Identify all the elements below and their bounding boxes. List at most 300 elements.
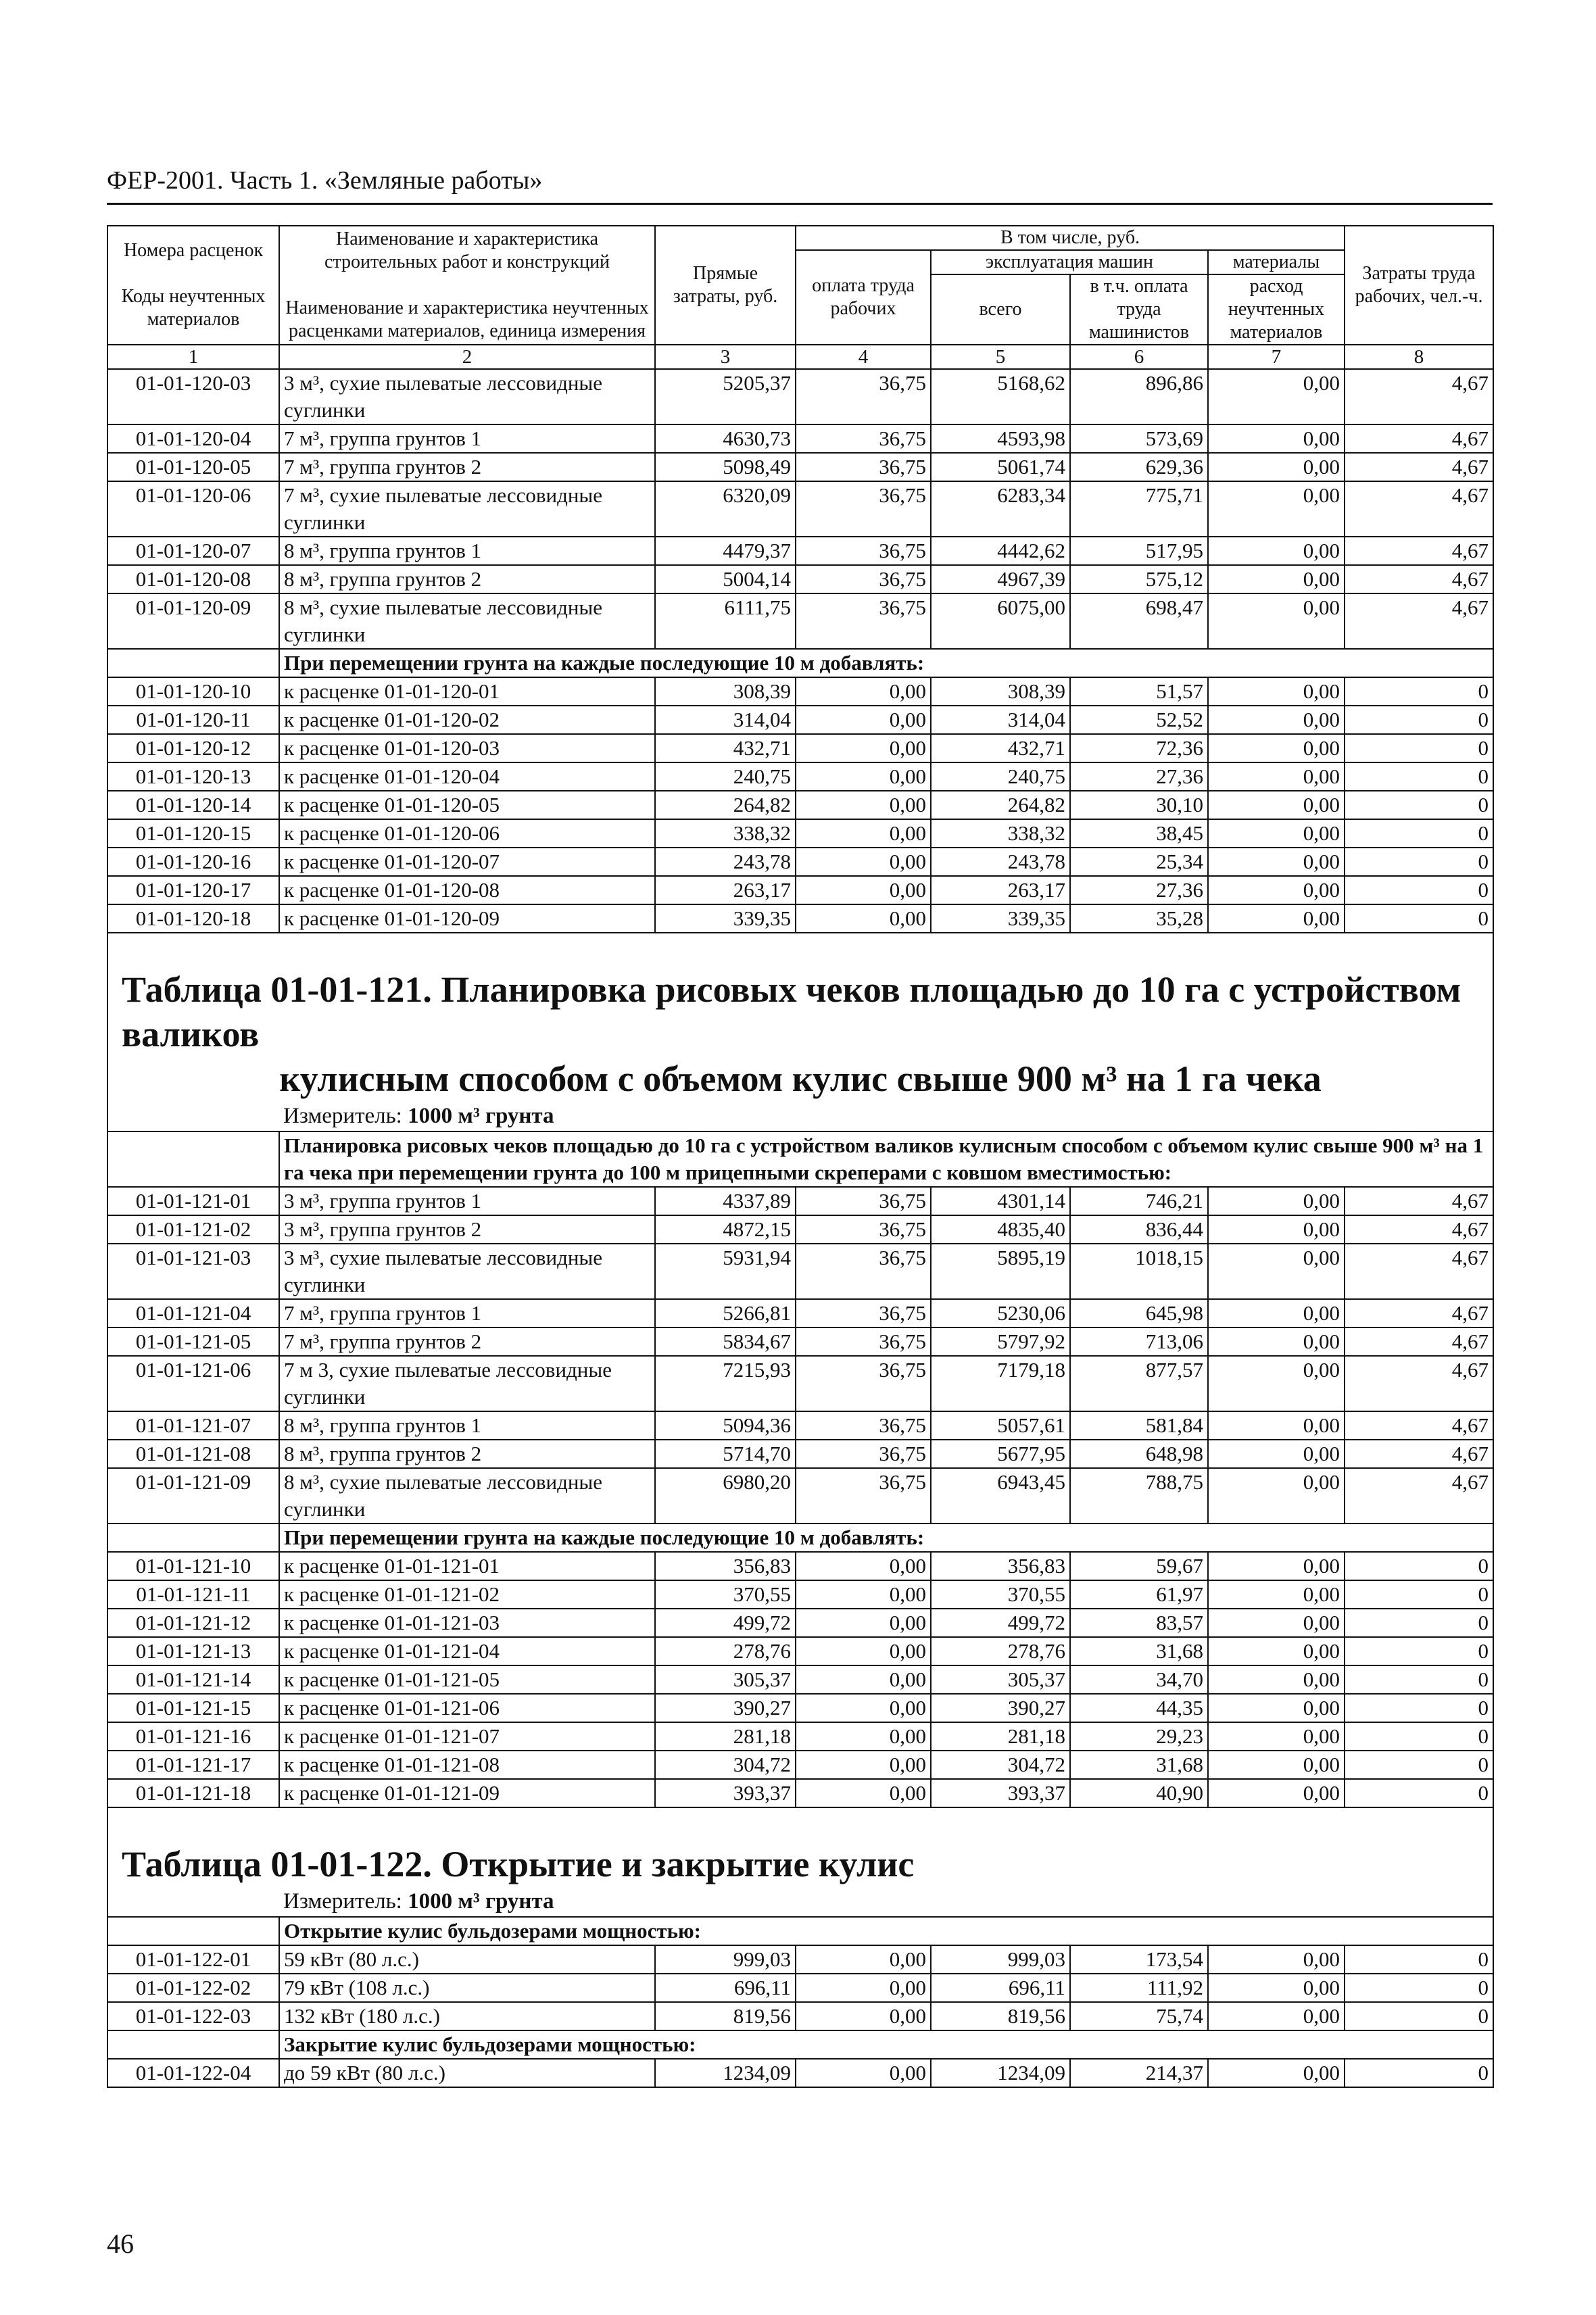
table-row — [107, 791, 1493, 819]
table-row — [107, 593, 1493, 649]
table-122-close-heading: Закрытие кулис бульдозерами мощностью: — [279, 2030, 1493, 2059]
rate-code: 01-01-121-02 — [107, 1215, 279, 1244]
materials-cost: 0,00 — [1208, 1751, 1345, 1779]
labor-pay: 0,00 — [796, 791, 931, 819]
rate-name: к расценке 01-01-121-08 — [279, 1751, 655, 1779]
rate-code: 01-01-120-12 — [107, 734, 279, 762]
labor-hours: 4,67 — [1345, 1411, 1493, 1440]
labor-pay: 0,00 — [796, 1580, 931, 1609]
labor-hours: 0 — [1345, 1751, 1493, 1779]
rate-code: 01-01-121-04 — [107, 1299, 279, 1327]
machine-cost: 5895,19 — [931, 1244, 1070, 1299]
machine-cost: 819,56 — [931, 2002, 1070, 2030]
subheading-spacer — [107, 649, 279, 677]
rate-code: 01-01-121-16 — [107, 1722, 279, 1751]
rate-name: к расценке 01-01-121-07 — [279, 1722, 655, 1751]
labor-pay: 36,75 — [796, 537, 931, 565]
direct-cost: 393,37 — [655, 1779, 796, 1807]
direct-cost: 263,17 — [655, 876, 796, 904]
materials-cost: 0,00 — [1208, 1665, 1345, 1694]
direct-cost: 370,55 — [655, 1580, 796, 1609]
rate-code: 01-01-120-10 — [107, 677, 279, 706]
machinist-pay: 27,36 — [1070, 876, 1208, 904]
rate-name: к расценке 01-01-121-04 — [279, 1637, 655, 1665]
table-row — [107, 453, 1493, 481]
machinist-pay: 44,35 — [1070, 1694, 1208, 1722]
rate-name: 3 м³, сухие пылеватые лессовидные суглинки — [279, 369, 655, 424]
machine-cost: 393,37 — [931, 1779, 1070, 1807]
rate-name: 8 м³, группа грунтов 2 — [279, 1440, 655, 1468]
materials-cost: 0,00 — [1208, 1945, 1345, 1974]
rates-table — [107, 225, 1494, 2088]
page-header: ФЕР-2001. Часть 1. «Земляные работы» — [107, 166, 543, 195]
labor-hours: 4,67 — [1345, 1187, 1493, 1215]
table-122-close-heading-block — [107, 2030, 1493, 2059]
machine-cost: 243,78 — [931, 848, 1070, 876]
spacer — [107, 1807, 1493, 1838]
direct-cost: 5205,37 — [655, 369, 796, 424]
machinist-pay: 573,69 — [1070, 424, 1208, 453]
machine-cost: 240,75 — [931, 762, 1070, 791]
materials-cost: 0,00 — [1208, 453, 1345, 481]
direct-cost: 4337,89 — [655, 1187, 796, 1215]
machinist-pay: 581,84 — [1070, 1411, 1208, 1440]
direct-cost: 5834,67 — [655, 1327, 796, 1356]
rate-code: 01-01-121-17 — [107, 1751, 279, 1779]
materials-cost: 0,00 — [1208, 1580, 1345, 1609]
machinist-pay: 30,10 — [1070, 791, 1208, 819]
table-row — [107, 1779, 1493, 1807]
labor-pay: 0,00 — [796, 1722, 931, 1751]
table-row — [107, 848, 1493, 876]
labor-pay: 0,00 — [796, 1637, 931, 1665]
col-number: 6 — [1070, 345, 1208, 369]
table-row — [107, 1552, 1493, 1580]
labor-pay: 36,75 — [796, 593, 931, 649]
materials-cost: 0,00 — [1208, 1609, 1345, 1637]
table-row — [107, 677, 1493, 706]
machine-cost: 314,04 — [931, 706, 1070, 734]
machinist-pay: 27,36 — [1070, 762, 1208, 791]
table-121-description: Планировка рисовых чеков площадью до 10 га с устройством валиков кулисным способом с объемом кулис свыше 900 м³ на 1 га чека при перемещении грунта до 100 м прицепными скреперами с ковшом вместимостью: — [279, 1131, 1493, 1187]
labor-pay: 36,75 — [796, 369, 931, 424]
materials-cost: 0,00 — [1208, 876, 1345, 904]
machinist-pay: 51,57 — [1070, 677, 1208, 706]
rate-code: 01-01-120-17 — [107, 876, 279, 904]
direct-cost: 6980,20 — [655, 1468, 796, 1524]
machine-cost: 4301,14 — [931, 1187, 1070, 1215]
machinist-pay: 775,71 — [1070, 481, 1208, 537]
table-122-title: Таблица 01-01-122. Открытие и закрытие кулис — [107, 1838, 1493, 1886]
table-row — [107, 1440, 1493, 1468]
rate-name: к расценке 01-01-120-05 — [279, 791, 655, 819]
rate-name: 3 м³, сухие пылеватые лессовидные суглинки — [279, 1244, 655, 1299]
direct-cost: 304,72 — [655, 1751, 796, 1779]
spacer — [107, 933, 1493, 963]
machinist-pay: 648,98 — [1070, 1440, 1208, 1468]
col-header-labor: Затраты труда рабочих, чел.-ч. — [1345, 226, 1493, 345]
machinist-pay: 59,67 — [1070, 1552, 1208, 1580]
labor-pay: 0,00 — [796, 1751, 931, 1779]
labor-hours: 0 — [1345, 2002, 1493, 2030]
table-122-open-heading: Открытие кулис бульдозерами мощностью: — [279, 1917, 1493, 1945]
rate-name: к расценке 01-01-120-09 — [279, 904, 655, 933]
machine-cost: 308,39 — [931, 677, 1070, 706]
materials-cost: 0,00 — [1208, 791, 1345, 819]
machine-cost: 1234,09 — [931, 2059, 1070, 2087]
header-rule — [107, 203, 1493, 205]
subheading-spacer — [107, 1917, 279, 1945]
table-121-title-line1: Таблица 01-01-121. Планировка рисовых чеков площадью до 10 га с устройством валиков — [122, 969, 1461, 1054]
labor-hours: 4,67 — [1345, 593, 1493, 649]
materials-cost: 0,00 — [1208, 1299, 1345, 1327]
table-row — [107, 369, 1493, 424]
table-row — [107, 904, 1493, 933]
labor-hours: 4,67 — [1345, 1327, 1493, 1356]
table-row — [107, 1187, 1493, 1215]
table-row — [107, 1411, 1493, 1440]
rate-name: 7 м³, сухие пылеватые лессовидные суглинки — [279, 481, 655, 537]
table-120-add-rows — [107, 677, 1493, 933]
col-header-codes: Номера расценок Коды неучтенных материалов — [107, 226, 279, 345]
labor-pay: 36,75 — [796, 453, 931, 481]
machinist-pay: 788,75 — [1070, 1468, 1208, 1524]
machinist-pay: 31,68 — [1070, 1751, 1208, 1779]
machinist-pay: 214,37 — [1070, 2059, 1208, 2087]
table-122-open-rows — [107, 1945, 1493, 2030]
rate-name: к расценке 01-01-120-03 — [279, 734, 655, 762]
table-row — [107, 2059, 1493, 2087]
labor-hours: 4,67 — [1345, 424, 1493, 453]
rate-code: 01-01-121-01 — [107, 1187, 279, 1215]
labor-hours: 0 — [1345, 677, 1493, 706]
table-row — [107, 1722, 1493, 1751]
machine-cost: 6075,00 — [931, 593, 1070, 649]
machine-cost: 5230,06 — [931, 1299, 1070, 1327]
rate-code: 01-01-121-06 — [107, 1356, 279, 1411]
materials-cost: 0,00 — [1208, 1440, 1345, 1468]
rate-code: 01-01-120-16 — [107, 848, 279, 876]
rate-name: 8 м³, группа грунтов 2 — [279, 565, 655, 593]
labor-hours: 4,67 — [1345, 369, 1493, 424]
labor-pay: 36,75 — [796, 1468, 931, 1524]
materials-cost: 0,00 — [1208, 904, 1345, 933]
rate-name: к расценке 01-01-121-02 — [279, 1580, 655, 1609]
table-row — [107, 1299, 1493, 1327]
rate-code: 01-01-120-11 — [107, 706, 279, 734]
table-row — [107, 424, 1493, 453]
table-120-add-heading: При перемещении грунта на каждые последующие 10 м добавлять: — [279, 649, 1493, 677]
rate-name: к расценке 01-01-120-02 — [279, 706, 655, 734]
subheading-spacer — [107, 1524, 279, 1552]
table-row — [107, 876, 1493, 904]
machine-cost: 499,72 — [931, 1609, 1070, 1637]
direct-cost: 6111,75 — [655, 593, 796, 649]
direct-cost: 5094,36 — [655, 1411, 796, 1440]
materials-cost: 0,00 — [1208, 1637, 1345, 1665]
machine-cost: 999,03 — [931, 1945, 1070, 1974]
direct-cost: 308,39 — [655, 677, 796, 706]
labor-pay: 0,00 — [796, 876, 931, 904]
machine-cost: 305,37 — [931, 1665, 1070, 1694]
machinist-pay: 40,90 — [1070, 1779, 1208, 1807]
table-120-rows — [107, 369, 1493, 649]
machine-cost: 370,55 — [931, 1580, 1070, 1609]
table-121-title-line2: кулисным способом с объемом кулис свыше 900 м³ на 1 га чека — [279, 1058, 1322, 1099]
labor-hours: 0 — [1345, 1779, 1493, 1807]
labor-pay: 0,00 — [796, 904, 931, 933]
table-row — [107, 2002, 1493, 2030]
col-number: 1 — [107, 345, 279, 369]
labor-hours: 0 — [1345, 1694, 1493, 1722]
labor-hours: 0 — [1345, 706, 1493, 734]
column-numbers-row — [107, 345, 1493, 369]
rate-code: 01-01-120-14 — [107, 791, 279, 819]
direct-cost: 5931,94 — [655, 1244, 796, 1299]
materials-cost: 0,00 — [1208, 1215, 1345, 1244]
labor-pay: 0,00 — [796, 2002, 931, 2030]
rate-code: 01-01-120-13 — [107, 762, 279, 791]
machine-cost: 339,35 — [931, 904, 1070, 933]
labor-hours: 4,67 — [1345, 537, 1493, 565]
labor-hours: 4,67 — [1345, 453, 1493, 481]
labor-hours: 0 — [1345, 1665, 1493, 1694]
direct-cost: 6320,09 — [655, 481, 796, 537]
col-header-name: Наименование и характеристика строительных работ и конструкций Наименование и характеристика неучтенных расценками материалов, единица измерения — [279, 226, 655, 345]
spacer — [107, 1886, 279, 1917]
col-header-incl-pay: в т.ч. оплата труда машинистов — [1070, 274, 1208, 345]
labor-hours: 0 — [1345, 762, 1493, 791]
labor-pay: 0,00 — [796, 2059, 931, 2087]
rate-code: 01-01-121-15 — [107, 1694, 279, 1722]
labor-hours: 4,67 — [1345, 1440, 1493, 1468]
rate-name: 79 кВт (108 л.с.) — [279, 1974, 655, 2002]
col-header-incl: В том числе, руб. — [796, 226, 1345, 250]
labor-hours: 0 — [1345, 876, 1493, 904]
direct-cost: 278,76 — [655, 1637, 796, 1665]
table-121-rows — [107, 1187, 1493, 1524]
machinist-pay: 173,54 — [1070, 1945, 1208, 1974]
machine-cost: 4593,98 — [931, 424, 1070, 453]
table-row — [107, 706, 1493, 734]
table-row — [107, 1327, 1493, 1356]
rate-code: 01-01-122-01 — [107, 1945, 279, 1974]
labor-hours: 4,67 — [1345, 565, 1493, 593]
table-121-add-rows — [107, 1552, 1493, 1807]
materials-cost: 0,00 — [1208, 706, 1345, 734]
rate-name: 7 м³, группа грунтов 2 — [279, 453, 655, 481]
col-number: 2 — [279, 345, 655, 369]
labor-pay: 0,00 — [796, 1609, 931, 1637]
rate-name: 8 м³, группа грунтов 1 — [279, 1411, 655, 1440]
materials-cost: 0,00 — [1208, 2059, 1345, 2087]
rate-code: 01-01-121-14 — [107, 1665, 279, 1694]
direct-cost: 5714,70 — [655, 1440, 796, 1468]
materials-cost: 0,00 — [1208, 1244, 1345, 1299]
rate-name: 132 кВт (180 л.с.) — [279, 2002, 655, 2030]
table-row — [107, 1945, 1493, 1974]
spacer — [107, 1101, 279, 1131]
direct-cost: 4479,37 — [655, 537, 796, 565]
materials-cost: 0,00 — [1208, 1974, 1345, 2002]
direct-cost: 243,78 — [655, 848, 796, 876]
labor-pay: 0,00 — [796, 762, 931, 791]
rate-name: к расценке 01-01-120-08 — [279, 876, 655, 904]
labor-hours: 0 — [1345, 791, 1493, 819]
direct-cost: 5266,81 — [655, 1299, 796, 1327]
direct-cost: 4872,15 — [655, 1215, 796, 1244]
labor-pay: 36,75 — [796, 1215, 931, 1244]
materials-cost: 0,00 — [1208, 537, 1345, 565]
col-header-total: всего — [931, 274, 1070, 345]
rate-code: 01-01-121-03 — [107, 1244, 279, 1299]
materials-cost: 0,00 — [1208, 1327, 1345, 1356]
rate-code: 01-01-121-12 — [107, 1609, 279, 1637]
rate-name: к расценке 01-01-120-06 — [279, 819, 655, 848]
machinist-pay: 1018,15 — [1070, 1244, 1208, 1299]
direct-cost: 696,11 — [655, 1974, 796, 2002]
labor-pay: 36,75 — [796, 1299, 931, 1327]
rate-name: 7 м 3, сухие пылеватые лессовидные суглинки — [279, 1356, 655, 1411]
direct-cost: 819,56 — [655, 2002, 796, 2030]
page-number: 46 — [107, 2228, 134, 2259]
rate-name: к расценке 01-01-121-09 — [279, 1779, 655, 1807]
rate-code: 01-01-120-06 — [107, 481, 279, 537]
document-body — [107, 225, 1493, 2088]
labor-hours: 4,67 — [1345, 481, 1493, 537]
rate-name: к расценке 01-01-120-01 — [279, 677, 655, 706]
machine-cost: 5061,74 — [931, 453, 1070, 481]
rate-name: 59 кВт (80 л.с.) — [279, 1945, 655, 1974]
rate-code: 01-01-122-02 — [107, 1974, 279, 2002]
rate-code: 01-01-120-03 — [107, 369, 279, 424]
labor-hours: 0 — [1345, 848, 1493, 876]
table-row — [107, 1356, 1493, 1411]
col-number: 8 — [1345, 345, 1493, 369]
machinist-pay: 34,70 — [1070, 1665, 1208, 1694]
rate-code: 01-01-120-09 — [107, 593, 279, 649]
machinist-pay: 645,98 — [1070, 1299, 1208, 1327]
rate-name: к расценке 01-01-121-01 — [279, 1552, 655, 1580]
machine-cost: 304,72 — [931, 1751, 1070, 1779]
labor-hours: 0 — [1345, 1722, 1493, 1751]
materials-cost: 0,00 — [1208, 819, 1345, 848]
machine-cost: 5057,61 — [931, 1411, 1070, 1440]
table-row — [107, 762, 1493, 791]
labor-pay: 0,00 — [796, 848, 931, 876]
machinist-pay: 38,45 — [1070, 819, 1208, 848]
materials-cost: 0,00 — [1208, 1468, 1345, 1524]
machine-cost: 356,83 — [931, 1552, 1070, 1580]
labor-pay: 0,00 — [796, 1694, 931, 1722]
table-122-close-rows — [107, 2059, 1493, 2087]
machine-cost: 281,18 — [931, 1722, 1070, 1751]
materials-cost: 0,00 — [1208, 1187, 1345, 1215]
materials-cost: 0,00 — [1208, 424, 1345, 453]
labor-hours: 0 — [1345, 1580, 1493, 1609]
labor-hours: 0 — [1345, 1945, 1493, 1974]
machine-cost: 278,76 — [931, 1637, 1070, 1665]
labor-hours: 0 — [1345, 2059, 1493, 2087]
rate-code: 01-01-121-10 — [107, 1552, 279, 1580]
machinist-pay: 713,06 — [1070, 1327, 1208, 1356]
machinist-pay: 836,44 — [1070, 1215, 1208, 1244]
materials-cost: 0,00 — [1208, 1356, 1345, 1411]
labor-pay: 0,00 — [796, 1552, 931, 1580]
col-number: 5 — [931, 345, 1070, 369]
col-number: 3 — [655, 345, 796, 369]
labor-hours: 0 — [1345, 1609, 1493, 1637]
rate-code: 01-01-121-18 — [107, 1779, 279, 1807]
direct-cost: 356,83 — [655, 1552, 796, 1580]
direct-cost: 4630,73 — [655, 424, 796, 453]
machinist-pay: 52,52 — [1070, 706, 1208, 734]
machinist-pay: 698,47 — [1070, 593, 1208, 649]
direct-cost: 5004,14 — [655, 565, 796, 593]
materials-cost: 0,00 — [1208, 2002, 1345, 2030]
table-row — [107, 1215, 1493, 1244]
table-row — [107, 1637, 1493, 1665]
rate-code: 01-01-122-04 — [107, 2059, 279, 2087]
table-121-add-heading-block — [107, 1524, 1493, 1552]
direct-cost: 499,72 — [655, 1609, 796, 1637]
col-number: 7 — [1208, 345, 1345, 369]
direct-cost: 338,32 — [655, 819, 796, 848]
table-row — [107, 565, 1493, 593]
col-header-consumption: расход неучтенных материалов — [1208, 274, 1345, 345]
labor-hours: 4,67 — [1345, 1299, 1493, 1327]
labor-hours: 0 — [1345, 904, 1493, 933]
materials-cost: 0,00 — [1208, 1694, 1345, 1722]
direct-cost: 999,03 — [655, 1945, 796, 1974]
direct-cost: 339,35 — [655, 904, 796, 933]
rate-name: к расценке 01-01-121-05 — [279, 1665, 655, 1694]
labor-hours: 0 — [1345, 1552, 1493, 1580]
table-row — [107, 1468, 1493, 1524]
materials-cost: 0,00 — [1208, 565, 1345, 593]
materials-cost: 0,00 — [1208, 1722, 1345, 1751]
rate-code: 01-01-120-07 — [107, 537, 279, 565]
direct-cost: 305,37 — [655, 1665, 796, 1694]
labor-pay: 0,00 — [796, 1974, 931, 2002]
rate-code: 01-01-120-05 — [107, 453, 279, 481]
col-header-direct: Прямые затраты, руб. — [655, 226, 796, 345]
rate-code: 01-01-121-09 — [107, 1468, 279, 1524]
machinist-pay: 877,57 — [1070, 1356, 1208, 1411]
materials-cost: 0,00 — [1208, 1552, 1345, 1580]
machine-cost: 6283,34 — [931, 481, 1070, 537]
machinist-pay: 517,95 — [1070, 537, 1208, 565]
rate-code: 01-01-121-08 — [107, 1440, 279, 1468]
labor-pay: 0,00 — [796, 1779, 931, 1807]
rate-code: 01-01-122-03 — [107, 2002, 279, 2030]
table-row — [107, 537, 1493, 565]
direct-cost: 1234,09 — [655, 2059, 796, 2087]
machine-cost: 6943,45 — [931, 1468, 1070, 1524]
direct-cost: 390,27 — [655, 1694, 796, 1722]
labor-pay: 0,00 — [796, 819, 931, 848]
machine-cost: 4967,39 — [931, 565, 1070, 593]
table-122-title-block — [107, 1807, 1493, 1945]
table-row — [107, 819, 1493, 848]
labor-pay: 36,75 — [796, 481, 931, 537]
materials-cost: 0,00 — [1208, 593, 1345, 649]
machinist-pay: 25,34 — [1070, 848, 1208, 876]
materials-cost: 0,00 — [1208, 1411, 1345, 1440]
labor-pay: 0,00 — [796, 677, 931, 706]
rate-code: 01-01-120-18 — [107, 904, 279, 933]
rate-name: 8 м³, группа грунтов 1 — [279, 537, 655, 565]
